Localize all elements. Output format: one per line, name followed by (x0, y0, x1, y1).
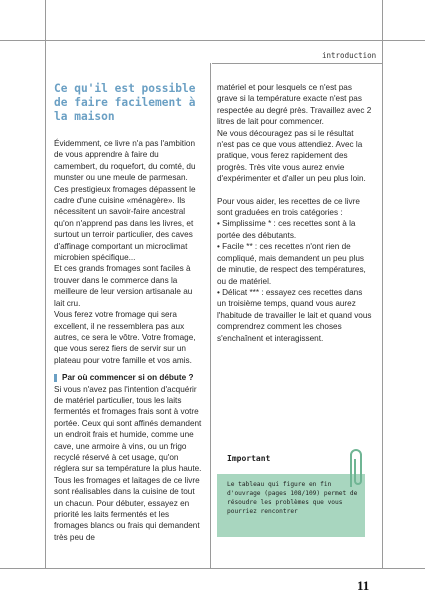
column-divider (210, 63, 211, 568)
paperclip-icon (345, 447, 367, 491)
level-item: • Simplissime * : ces recettes sont à la portée des débutants. (217, 219, 356, 240)
subheading-text: Par où commencer si on débute ? (62, 373, 194, 383)
right-margin-rule (382, 0, 383, 568)
paragraph: Pour vous aider, les recettes de ce livre sont graduées en trois catégories : (217, 196, 360, 218)
section-heading: Ce qu'il est possible de faire facilement à la maison (54, 82, 196, 123)
header-rule (212, 63, 382, 64)
paragraph: Évidemment, ce livre n'a pas l'ambition de vous apprendre à faire du camembert, du roquefort, du comté, du munster ou une meule de parmesan. Ces prestigieux fromages dépassent le cadre d'une cuisine «ménagère». Ils nécessitent un savoir-faire ancestral qu'on n'apprend pas dans les livres, et surtout un terroir particulier, des caves d'affinage comportant un microclimat microbien spécifique... (54, 139, 196, 263)
paragraph: Tous les fromages et laitages de ce livre sont réalisables dans la cuisine de tout un chacun. Pour débuter, essayez en priorité les laits fermentés et les fromages blancs ou frais qui demandent très peu de (54, 475, 200, 542)
subheading-marker (54, 374, 57, 382)
spacer (217, 185, 372, 196)
page-number: 11 (357, 578, 370, 593)
paragraph: matériel et pour lesquels ce n'est pas grave si la température exacte n'est pas respectée au degré près. Travaillez avec 2 litres de lait pour commencer. (217, 83, 372, 127)
bottom-rule (0, 568, 425, 569)
note-title: Important (227, 454, 271, 463)
subheading (54, 372, 204, 383)
section-label: introduction (322, 51, 377, 60)
note-text: Le tableau qui figure en fin d'ouvrage (pages 108/109) permet de résoudre les problèmes que vous pourriez rencontrer (227, 481, 358, 515)
paragraph: Et ces grands fromages sont faciles à trouver dans le commerce dans la meilleure de leur version artisanale au lait cru. (54, 264, 193, 308)
level-item: • Délicat *** : essayez ces recettes dans un troisième temps, quand vous aurez l'habitude de travailler le lait et quand vous comprendrez comment les choses s'enchaînent et interagissent. (217, 287, 372, 343)
paragraph: Si vous n'avez pas l'intention d'acquérir de matériel particulier, tous les laits fermentés et fromages frais sont à votre portée. Ceux qui sont affinés demandent un endroit frais et humide, comme une cave, une armoire à vins, ou un frigo recyclé réservé à cet usage, qu'on réglera sur sa température la plus haute. (54, 384, 202, 474)
top-rule (0, 40, 425, 41)
level-item: • Facile ** : ces recettes n'ont rien de compliqué, mais demandent un peu plus de minutie, de respect des températures, ou de matériel. (217, 242, 366, 286)
left-column (54, 82, 204, 543)
left-margin-rule (45, 0, 46, 568)
paragraph: Ne vous découragez pas si le résultat n'est pas ce que vous attendiez. Avec la pratique, vous ferez rapidement des progrès. Très vite vous aurez envie d'expérimenter et d'aller un peu plus loin. (217, 128, 366, 184)
paragraph: Vous ferez votre fromage qui sera excellent, il ne ressemblera pas aux autres, ce sera le vôtre. Votre fromage, que vous serez fiers de servir sur un plateau pour votre famille et vos amis. (54, 310, 196, 365)
right-column (217, 82, 372, 344)
